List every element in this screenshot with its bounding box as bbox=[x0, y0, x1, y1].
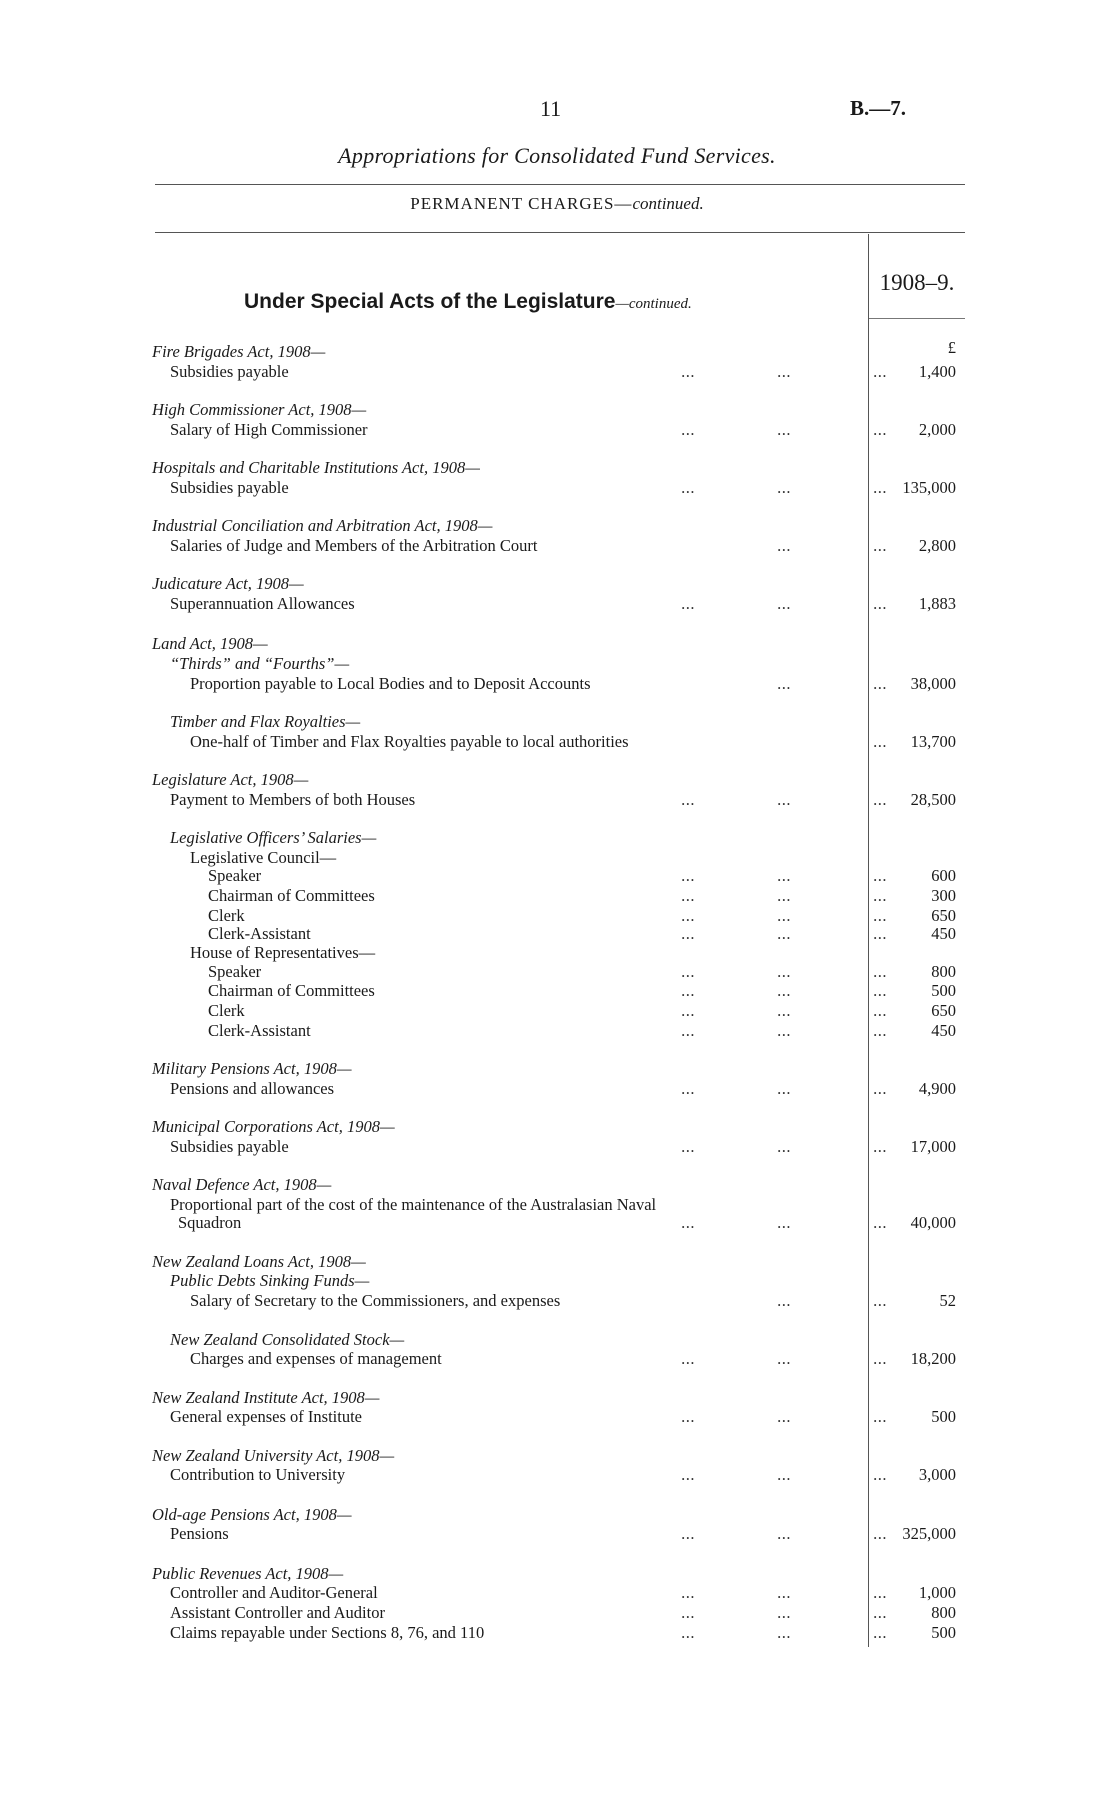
act-heading: New Zealand Consolidated Stock— bbox=[170, 1330, 405, 1349]
row-label: Pensions bbox=[170, 1524, 229, 1543]
table-row bbox=[0, 1059, 1114, 1081]
rule-top bbox=[155, 184, 965, 185]
currency-symbol: £ bbox=[947, 338, 956, 357]
row-label: Speaker bbox=[208, 866, 262, 885]
leader-dots: ... ... ... bbox=[681, 790, 887, 809]
table-row bbox=[0, 1349, 1114, 1371]
leader-dots: ... ... ... bbox=[681, 1623, 887, 1642]
table-row bbox=[0, 1524, 1114, 1546]
amount-value: 28,500 bbox=[910, 790, 956, 809]
leader-dots: ... ... ... bbox=[681, 1349, 887, 1368]
table-row bbox=[0, 342, 1114, 364]
table-row bbox=[0, 866, 1114, 888]
row-label: Contribution to University bbox=[170, 1465, 346, 1484]
act-heading: Old-age Pensions Act, 1908— bbox=[152, 1505, 352, 1524]
row-label: Clerk-Assistant bbox=[208, 1021, 311, 1040]
leader-dots: ... ... ... bbox=[681, 478, 887, 497]
table-row bbox=[0, 574, 1114, 596]
row-label: Salary of High Commissioner bbox=[170, 420, 368, 439]
act-heading: Legislative Officers’ Salaries— bbox=[170, 828, 377, 847]
amount-value: 300 bbox=[931, 886, 956, 905]
table-row bbox=[0, 828, 1114, 850]
act-heading: Legislature Act, 1908— bbox=[152, 770, 309, 789]
act-heading: Public Debts Sinking Funds— bbox=[170, 1271, 370, 1290]
row-label: Legislative Council— bbox=[190, 848, 337, 867]
act-heading: Public Revenues Act, 1908— bbox=[152, 1564, 344, 1583]
row-label: Clerk bbox=[208, 906, 245, 925]
leader-dots: ... ... ... bbox=[681, 962, 887, 981]
row-label: Superannuation Allowances bbox=[170, 594, 355, 613]
leader-dots: ... ... ... bbox=[681, 362, 887, 381]
table-row bbox=[0, 536, 1114, 558]
row-label: Proportion payable to Local Bodies and to Deposit Accounts bbox=[190, 674, 591, 693]
amount-value: 650 bbox=[931, 1001, 956, 1020]
leader-dots: ... ... ... bbox=[681, 1465, 887, 1484]
leader-dots: ... ... ... bbox=[681, 866, 887, 885]
act-heading: High Commissioner Act, 1908— bbox=[152, 400, 367, 419]
table-row bbox=[0, 981, 1114, 1003]
section-heading: Under Special Acts of the Legislature—continued. bbox=[244, 290, 692, 313]
leader-dots: ... ... ... bbox=[681, 1001, 887, 1020]
table-row bbox=[0, 1175, 1114, 1197]
amount-value: 500 bbox=[931, 1407, 956, 1426]
rule-header bbox=[155, 232, 965, 233]
page-title: Appropriations for Consolidated Fund Services. bbox=[338, 143, 776, 168]
table-row bbox=[0, 634, 1114, 656]
act-heading: Hospitals and Charitable Institutions Act, 1908— bbox=[152, 458, 480, 477]
leader-dots: ... ... bbox=[777, 1291, 887, 1310]
row-label: Subsidies payable bbox=[170, 478, 289, 497]
table-row bbox=[0, 420, 1114, 442]
leader-dots: ... ... ... bbox=[681, 1021, 887, 1040]
amount-value: 2,000 bbox=[918, 420, 956, 439]
column-header-year: 1908–9. bbox=[879, 270, 955, 295]
act-heading: Municipal Corporations Act, 1908— bbox=[152, 1117, 395, 1136]
row-label: Salaries of Judge and Members of the Arbitration Court bbox=[170, 536, 538, 555]
leader-dots: ... ... ... bbox=[681, 1137, 887, 1156]
amount-value: 650 bbox=[931, 906, 956, 925]
leader-dots: ... ... ... bbox=[681, 1524, 887, 1543]
leader-dots: ... ... ... bbox=[681, 1079, 887, 1098]
table-row bbox=[0, 1583, 1114, 1605]
table-row bbox=[0, 1213, 1114, 1235]
table-row bbox=[0, 516, 1114, 538]
table-row bbox=[0, 1465, 1114, 1487]
row-label: Pensions and allowances bbox=[170, 1079, 335, 1098]
act-heading: New Zealand Loans Act, 1908— bbox=[152, 1252, 366, 1271]
table-row bbox=[0, 478, 1114, 500]
table-row bbox=[0, 1271, 1114, 1293]
leader-dots: ... ... ... bbox=[681, 886, 887, 905]
leader-dots: ... ... ... bbox=[681, 1407, 887, 1426]
leader-dots: ... ... ... bbox=[681, 1603, 887, 1622]
row-label: One-half of Timber and Flax Royalties payable to local authorities bbox=[190, 732, 629, 751]
amount-value: 450 bbox=[931, 1021, 956, 1040]
subtitle: PERMANENT CHARGES—continued. bbox=[410, 194, 704, 213]
amount-value: 2,800 bbox=[918, 536, 956, 555]
leader-dots: ... ... ... bbox=[681, 594, 887, 613]
row-label: Chairman of Committees bbox=[208, 886, 375, 905]
table-row bbox=[0, 886, 1114, 908]
amount-value: 500 bbox=[931, 1623, 956, 1642]
act-heading: “Thirds” and “Fourths”— bbox=[170, 654, 350, 673]
amount-value: 800 bbox=[931, 1603, 956, 1622]
row-label: Chairman of Committees bbox=[208, 981, 375, 1000]
leader-dots: ... ... ... bbox=[681, 906, 887, 925]
amount-value: 52 bbox=[939, 1291, 956, 1310]
act-heading: Military Pensions Act, 1908— bbox=[152, 1059, 352, 1078]
amount-value: 600 bbox=[931, 866, 956, 885]
leader-dots: ... ... ... bbox=[681, 981, 887, 1000]
table-row bbox=[0, 654, 1114, 676]
amount-value: 1,883 bbox=[918, 594, 956, 613]
amount-value: 18,200 bbox=[910, 1349, 956, 1368]
amount-value: 1,400 bbox=[918, 362, 956, 381]
act-heading: Land Act, 1908— bbox=[152, 634, 268, 653]
amount-value: 450 bbox=[931, 924, 956, 943]
row-label: Clerk-Assistant bbox=[208, 924, 311, 943]
row-label: Squadron bbox=[178, 1213, 242, 1232]
table-row bbox=[0, 362, 1114, 384]
amount-value: 1,000 bbox=[918, 1583, 956, 1602]
table-row bbox=[0, 1137, 1114, 1159]
amount-value: 500 bbox=[931, 981, 956, 1000]
row-label: Assistant Controller and Auditor bbox=[170, 1603, 385, 1622]
row-label: Subsidies payable bbox=[170, 362, 289, 381]
amount-value: 800 bbox=[931, 962, 956, 981]
row-label: Salary of Secretary to the Commissioners, and expenses bbox=[190, 1291, 561, 1310]
table-row bbox=[0, 594, 1114, 616]
row-label: Payment to Members of both Houses bbox=[170, 790, 416, 809]
amount-value: 325,000 bbox=[902, 1524, 956, 1543]
table-row bbox=[0, 1079, 1114, 1101]
row-label: Speaker bbox=[208, 962, 262, 981]
row-label: Clerk bbox=[208, 1001, 245, 1020]
table-row bbox=[0, 400, 1114, 422]
table-row bbox=[0, 1021, 1114, 1043]
row-label: Charges and expenses of management bbox=[190, 1349, 442, 1368]
table-row bbox=[0, 1623, 1114, 1645]
act-heading: Naval Defence Act, 1908— bbox=[152, 1175, 332, 1194]
table-row bbox=[0, 1407, 1114, 1429]
leader-dots: ... ... bbox=[777, 674, 887, 693]
leader-dots: ... bbox=[873, 732, 887, 751]
amount-value: 4,900 bbox=[918, 1079, 956, 1098]
column-header-rule bbox=[868, 318, 965, 319]
page-number: 11 bbox=[540, 96, 562, 121]
table-row bbox=[0, 732, 1114, 754]
document-reference: B.—7. bbox=[850, 96, 907, 120]
row-label: General expenses of Institute bbox=[170, 1407, 362, 1426]
row-label: Proportional part of the cost of the maintenance of the Australasian Naval bbox=[170, 1195, 657, 1214]
table-row bbox=[0, 790, 1114, 812]
act-heading: Timber and Flax Royalties— bbox=[170, 712, 361, 731]
amount-value: 40,000 bbox=[910, 1213, 956, 1232]
act-heading: New Zealand Institute Act, 1908— bbox=[152, 1388, 380, 1407]
table-row bbox=[0, 712, 1114, 734]
amount-value: 38,000 bbox=[910, 674, 956, 693]
leader-dots: ... ... ... bbox=[681, 924, 887, 943]
table-row bbox=[0, 1603, 1114, 1625]
row-label: Subsidies payable bbox=[170, 1137, 289, 1156]
table-row bbox=[0, 458, 1114, 480]
table-row bbox=[0, 1117, 1114, 1139]
leader-dots: ... ... ... bbox=[681, 1583, 887, 1602]
table-row bbox=[0, 674, 1114, 696]
row-label: Claims repayable under Sections 8, 76, and 110 bbox=[170, 1623, 485, 1642]
leader-dots: ... ... ... bbox=[681, 420, 887, 439]
amount-value: 13,700 bbox=[910, 732, 956, 751]
table-row bbox=[0, 1001, 1114, 1023]
table-row bbox=[0, 770, 1114, 792]
table-row bbox=[0, 1291, 1114, 1313]
leader-dots: ... ... bbox=[777, 536, 887, 555]
row-label: House of Representatives— bbox=[190, 943, 376, 962]
act-heading: New Zealand University Act, 1908— bbox=[152, 1446, 395, 1465]
act-heading: Fire Brigades Act, 1908— bbox=[152, 342, 326, 361]
amount-value: 17,000 bbox=[910, 1137, 956, 1156]
amount-value: 3,000 bbox=[918, 1465, 956, 1484]
amount-value: 135,000 bbox=[902, 478, 956, 497]
row-label: Controller and Auditor-General bbox=[170, 1583, 378, 1602]
leader-dots: ... ... ... bbox=[681, 1213, 887, 1232]
act-heading: Judicature Act, 1908— bbox=[152, 574, 304, 593]
act-heading: Industrial Conciliation and Arbitration Act, 1908— bbox=[152, 516, 493, 535]
